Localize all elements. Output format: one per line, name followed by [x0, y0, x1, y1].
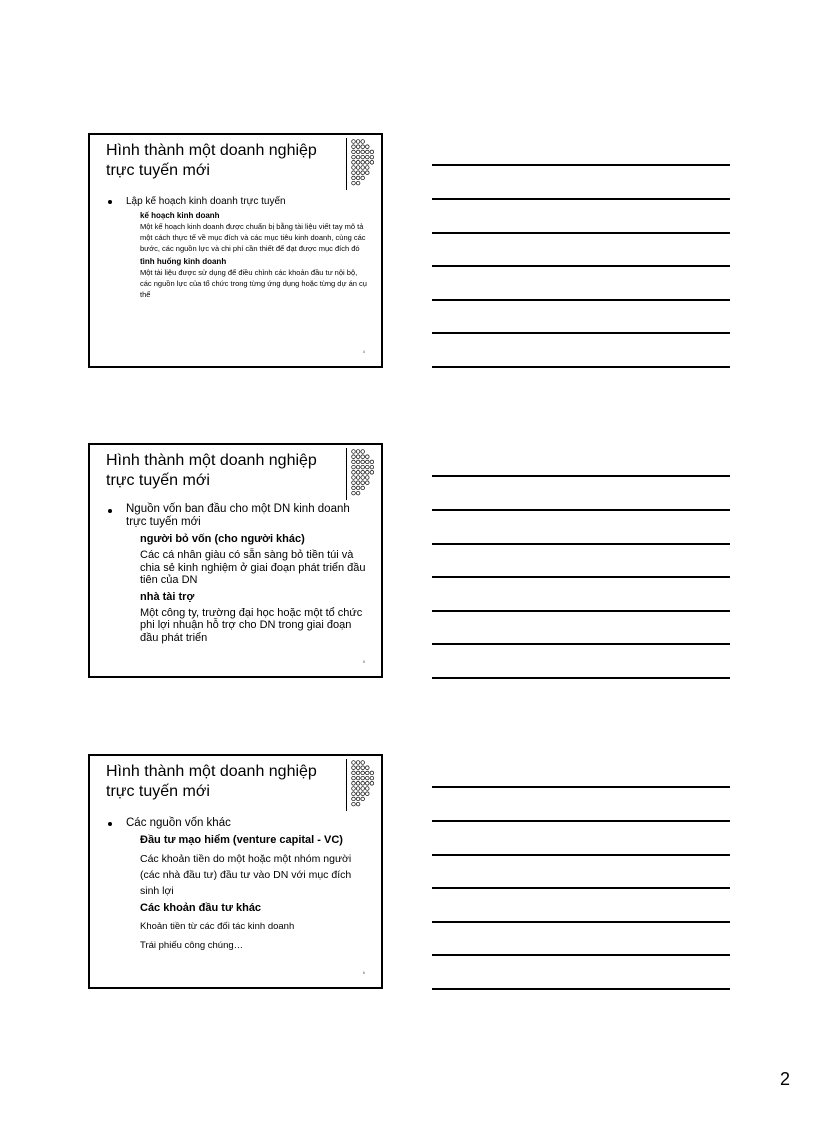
slide-title	[106, 451, 336, 491]
sub-heading: Các khoản đầu tư khác	[140, 902, 262, 914]
circles-decoration-icon	[346, 759, 379, 811]
bullet-text: Các nguồn vốn khác	[126, 817, 231, 829]
bullet-dot-icon	[108, 822, 112, 826]
circles-decoration-icon	[346, 138, 379, 190]
slide-title	[106, 141, 336, 181]
note-line	[432, 954, 730, 956]
slide-number: 6	[362, 970, 365, 975]
sub-text: Một kế hoạch kinh doanh được chuẩn bị bằng tài liệu viết tay mô tả một cách thực tế về mục đích và các mục tiêu kinh doanh, cùng các bước, các nguồn lực và chi phí cần thiết để đạt được mục đích đó	[140, 222, 366, 253]
circles-decoration-icon	[346, 448, 379, 500]
slide-body	[104, 195, 369, 300]
slide-title-line: trực tuyến mới	[106, 472, 210, 489]
note-line	[432, 164, 730, 166]
note-line	[432, 820, 730, 822]
slide-title-line: trực tuyến mới	[106, 162, 210, 179]
slide-1	[88, 133, 383, 368]
sub-text: Trái phiếu công chúng…	[140, 940, 244, 951]
bullet-item	[104, 195, 369, 208]
sub-text: Các cá nhân giàu có sẵn sàng bỏ tiền túi và chia sẻ kinh nghiệm ở giai đoạn phát triển đầu tiên của DN	[140, 549, 366, 586]
sub-text: Một tài liệu được sử dụng để điều chỉnh các khoản đầu tư nội bộ, các nguồn lực của tổ chức trong từng ứng dụng hoặc từng dự án cụ thể	[140, 268, 367, 299]
sub-text: Một công ty, trường đại học hoặc một tổ chức phi lợi nhuận hỗ trợ cho DN trong giai đoạn đầu phát triển	[140, 606, 363, 644]
slide-body	[104, 503, 369, 648]
note-line	[432, 332, 730, 334]
note-line	[432, 198, 730, 200]
note-line	[432, 543, 730, 545]
sub-text: Các khoản tiền do một hoặc một nhóm người (các nhà đầu tư) đầu tư vào DN với mục đích sinh lợi	[140, 853, 352, 897]
slide-3	[88, 754, 383, 989]
bullet-text: Lập kế hoạch kinh doanh trực tuyến	[126, 196, 286, 207]
bullet-dot-icon	[108, 200, 112, 204]
note-line	[432, 366, 730, 368]
slide-title-line: Hình thành một doanh nghiệp	[106, 142, 317, 159]
sub-heading: kế hoạch kinh doanh	[140, 211, 220, 220]
bullet-item	[104, 503, 369, 529]
note-line	[432, 887, 730, 889]
sub-text: Khoản tiền từ các đối tác kinh doanh	[140, 921, 295, 932]
slide-number: 4	[362, 349, 365, 354]
sub-heading: nhà tài trợ	[140, 590, 195, 603]
note-line	[432, 677, 730, 679]
note-line	[432, 786, 730, 788]
bullet-dot-icon	[108, 509, 112, 513]
note-line	[432, 921, 730, 923]
slide-number: 5	[362, 659, 365, 664]
slide-title-line: Hình thành một doanh nghiệp	[106, 763, 317, 780]
note-line	[432, 610, 730, 612]
sub-heading: tình huống kinh doanh	[140, 257, 227, 266]
slide-2	[88, 443, 383, 678]
note-line	[432, 232, 730, 234]
sub-heading: Đầu tư mạo hiểm (venture capital - VC)	[140, 834, 343, 846]
note-line	[432, 509, 730, 511]
note-line	[432, 988, 730, 990]
bullet-item	[104, 816, 369, 830]
slide-title-line: Hình thành một doanh nghiệp	[106, 452, 317, 469]
note-line	[432, 576, 730, 578]
slide-title	[106, 762, 336, 802]
note-line	[432, 854, 730, 856]
note-line	[432, 643, 730, 645]
bullet-text: Nguồn vốn ban đầu cho một DN kinh doanh trực tuyến mới	[126, 503, 350, 528]
note-line	[432, 299, 730, 301]
sub-heading: người bỏ vốn (cho người khác)	[140, 533, 305, 545]
note-line	[432, 265, 730, 267]
page-number: 2	[779, 1069, 790, 1089]
slide-body	[104, 816, 369, 957]
slide-title-line: trực tuyến mới	[106, 783, 210, 800]
note-line	[432, 475, 730, 477]
